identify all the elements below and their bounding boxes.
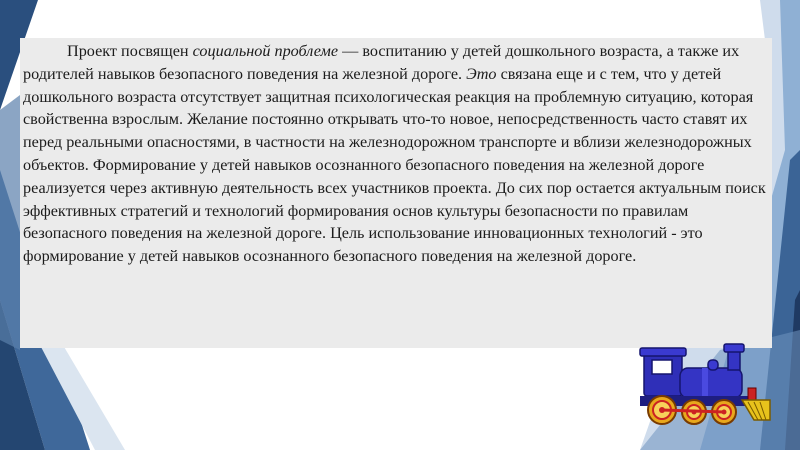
text-segment-5: связана еще и с тем, что у детей дошкольного возраста отсутствует защитная психологическая реакция на проблемную ситуацию, которая свойственна взрослым. Желание постоянно открывать что-то новое, непосредственность часто ставят их перед реальными опасностями, в частности на железнодорожном транспорте и вблизи железнодорожных объектов. Формирование у детей навыков осознанного безопасного поведения на железной дороге реализуется через активную деятельность всех участников проекта. До сих пор остается актуальным поиск эффективных стратегий и технологий формирования основ культуры безопасности по правилам безопасного поведения на железной дороге. Цель использование инновационных технологий - это формирование у детей навыков осознанного безопасного поведения на железной дороге.	[23, 64, 766, 266]
toy-train-illustration	[636, 338, 776, 438]
text-segment-2-italic: социальной проблеме	[192, 42, 339, 60]
train-boiler-band	[702, 368, 708, 398]
train-cab-window	[652, 360, 672, 374]
text-segment-4-italic: Это	[466, 64, 497, 83]
text-segment-1: Проект посвящен	[67, 42, 193, 60]
train-chimney	[728, 350, 740, 370]
slide-body-text	[23, 40, 773, 268]
train-chimney-top	[724, 344, 744, 352]
train-coupling-rod	[662, 410, 724, 412]
train-cab-roof	[640, 348, 686, 356]
train-dome	[708, 360, 718, 370]
text-segment-3: — воспитанию у детей дошкольного возраста, а также их родителей навыков безопасного поведения на железной дороге.	[23, 42, 740, 83]
train-boiler	[680, 368, 742, 398]
left-stripe-4	[0, 95, 20, 350]
